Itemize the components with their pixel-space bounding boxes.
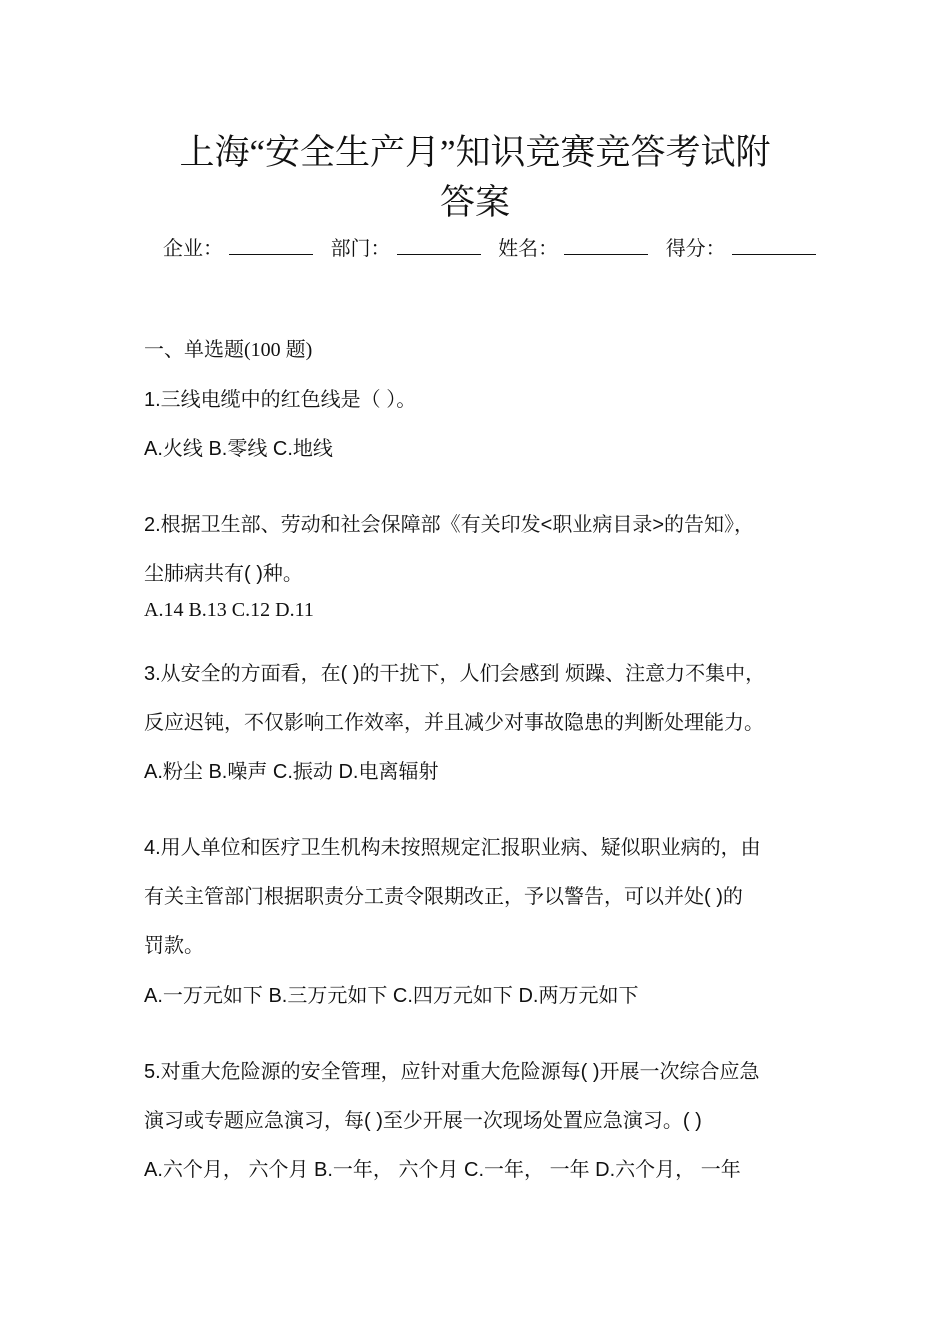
question-2-line-2: 尘肺病共有( )种。 xyxy=(144,563,303,585)
company-label: 企业： xyxy=(163,238,223,260)
question-5-line-2: 演习或专题应急演习，每( )至少开展一次现场处置应急演习。( ) xyxy=(144,1110,702,1132)
question-4-line-3: 罚款。 xyxy=(144,935,204,957)
question-3-line-1: 3.从安全的方面看，在( )的干扰下，人们会感到 烦躁、注意力不集中， xyxy=(144,663,766,685)
exam-title-line-1: 上海“安全生产月”知识竞赛竞答考试附 xyxy=(179,133,771,172)
name-field xyxy=(498,234,648,263)
question-5-options: A.六个月， 六个月 B.一年， 六个月 C.一年， 一年 D.六个月， 一年 xyxy=(144,1159,741,1181)
company-field xyxy=(163,234,313,263)
score-label: 得分： xyxy=(665,238,726,260)
question-2-line-1: 2.根据卫生部、劳动和社会保障部《有关印发<职业病目录>的告知》， xyxy=(144,514,755,536)
exam-title-line-2: 答案 xyxy=(439,183,510,222)
name-label: 姓名： xyxy=(498,238,559,260)
question-4-line-2: 有关主管部门根据职责分工责令限期改正，予以警告，可以并处( )的 xyxy=(144,886,743,908)
question-4-line-1: 4.用人单位和医疗卫生机构未按照规定汇报职业病、疑似职业病的，由 xyxy=(144,837,761,859)
question-1-line-1: 1.三线电缆中的红色线是（ ）。 xyxy=(144,389,417,411)
section-heading: 一、单选题(100 题) xyxy=(144,339,313,361)
company-blank[interactable] xyxy=(229,234,313,255)
question-3-line-2: 反应迟钝，不仅影响工作效率，并且减少对事故隐患的判断处理能力。 xyxy=(144,712,764,734)
question-2-options: A.14 B.13 C.12 D.11 xyxy=(144,599,314,621)
score-field xyxy=(666,234,816,263)
question-3-options: A.粉尘 B.噪声 C.振动 D.电离辐射 xyxy=(144,761,439,783)
question-4-options: A.一万元如下 B.三万元如下 C.四万元如下 D.两万元如下 xyxy=(144,985,639,1007)
name-blank[interactable] xyxy=(564,234,648,255)
department-label: 部门： xyxy=(330,238,391,260)
department-field xyxy=(331,234,481,263)
info-fields xyxy=(163,234,803,263)
question-1-options: A.火线 B.零线 C.地线 xyxy=(144,438,333,460)
department-blank[interactable] xyxy=(397,234,481,255)
question-5-line-1: 5.对重大危险源的安全管理，应针对重大危险源每( )开展一次综合应急 xyxy=(144,1061,760,1083)
score-blank[interactable] xyxy=(732,234,816,255)
